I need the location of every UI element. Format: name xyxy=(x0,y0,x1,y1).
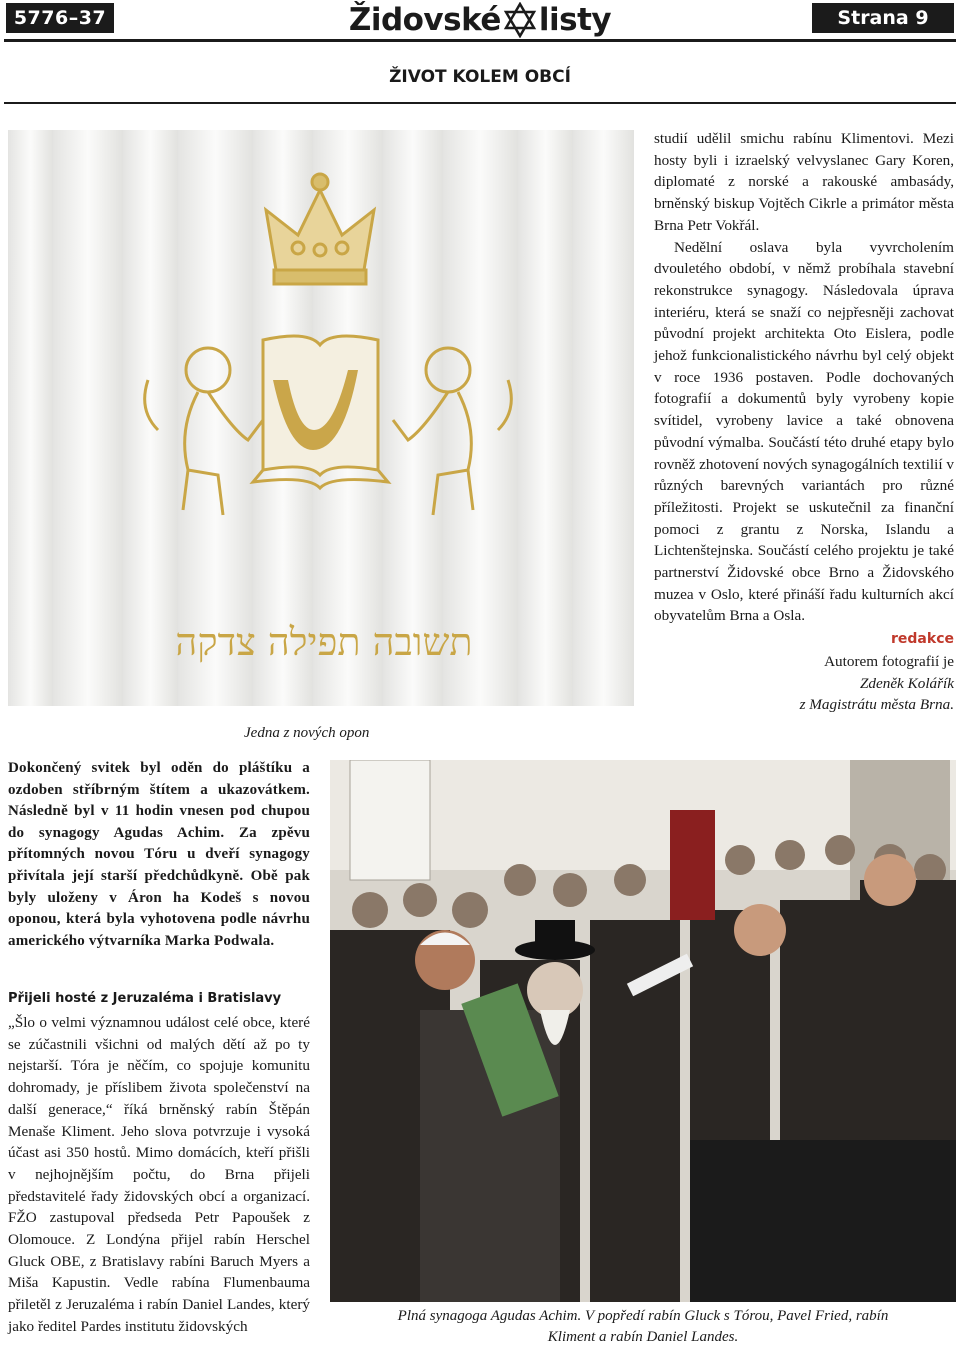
synagogue-caption-line-2: Kliment a rabín Daniel Landes. xyxy=(547,1329,739,1345)
synagogue-caption-line-1: Plná synagoga Agudas Achim. V popředí rabín Gluck s Tórou, Pavel Fried, rabín xyxy=(397,1308,889,1324)
book-shofar-icon xyxy=(253,336,388,488)
credit-line-1: Autorem fotografií je xyxy=(824,652,954,670)
hebrew-inscription: תשובה תפילה צדקה xyxy=(175,620,473,664)
masthead xyxy=(300,0,660,40)
right-paragraph-2: Nedělní oslava byla vyvrcholením dvouletého období, v němž probíhala stavební rekonstrukce synagogy. Následovala úprava interiéru, která se snaží co nejpřesněji zachovat původní projekt architekta Oto Eislera, podle jehož funkcionalistického návrhu byl celý objekt v roce 1936 postaven. Podle dochovaných fotografií a dokumentů byly vyrobeny kopie svítidel, vyrobeny lavice a také obnovena původní výmalba. Součástí této druhé etapy bylo rovněž zhotovení nových synagogálních textilií v různých barevných variantách pro různé příležitosti. Projekt se uskutečnil za finanční pomoci z grantu z Norska, Islandu a Lichtenštejnska. Součástí celého projektu je také partnerství Židovské obce Brno a Židovského muzea v Oslo, které přináší řadu kulturních akcí obyvatelům Brna a Osla. xyxy=(654,238,954,625)
synagogue-illustration xyxy=(330,760,956,1302)
signature: redakce xyxy=(891,631,954,648)
right-paragraph-1: studií udělil smichu rabínu Klimentovi. Mezi hosty byli i izraelský velvyslanec Gary Koren, diplomaté z norské a rakouské ambasády, brněnský biskup Vojtěch Cikrle a primátor města Brna Petr Vokřál. xyxy=(654,130,954,234)
page-number-text: Strana 9 xyxy=(837,7,929,29)
subheading: Přijeli hosté z Jeruzaléma i Bratislavy xyxy=(8,991,282,1006)
curtain-illustration xyxy=(8,130,634,706)
header-rule xyxy=(4,39,956,42)
synagogue-caption xyxy=(330,1306,956,1348)
section-title: ŽIVOT KOLEM OBCÍ xyxy=(389,67,571,87)
masthead-left: Židovské xyxy=(348,2,501,38)
masthead-right: listy xyxy=(538,2,612,38)
body-paragraph: „Šlo o velmi významnou událost celé obce, které se zúčastnili všichni od malých dětí až po ty nejstarší. Tóra je něčím, co spojuje komunitu dohromady, je příslibem života společenství na další generace,“ říká brněnský rabín Štěpán Menaše Kliment. Jeho slova potvrzuje i vysoká účast asi 350 hostů. Mimo domácích, kteří přišli v nejhojnějším počtu, do Brna přijeli představitelé řady židovských obcí a organizací. FŽO zastupoval předseda Petr Papoušek z Olomouce. Z Londýna přijel rabín Herschel Gluck OBE, z Bratislavy rabíni Baruch Myers a Miša Kapustin. Vedle rabína Flumenbauma přiletěl z Jeruzaléma i rabín Daniel Landes, který jako ředitel Pardes institutu židovských xyxy=(8,1014,310,1335)
synagogue-photo xyxy=(330,760,956,1302)
issue-number-text: 5776–37 xyxy=(13,7,107,29)
credit-line-2: Zdeněk Kolářík xyxy=(859,674,954,692)
right-column xyxy=(654,128,954,716)
star-of-david-icon xyxy=(503,2,537,38)
lead-paragraph: Dokončený svitek byl oděn do pláštíku a ozdoben stříbrným štítem a ukazovátkem. Následně byl v 11 hodin vnesen pod chupou do synagogy Agudas Achim. Za zpěvu přítomných novou Tóru u dveří synagogy přivítala její starší předchůdkyně. Obě pak byly uloženy v Áron ha Kodeš s novou oponou, která byla vyhotovena podle návrhu amerického výtvarníka Marka Podwala. xyxy=(8,760,310,949)
section-rule xyxy=(4,102,956,104)
red-torah-mantle xyxy=(670,810,715,920)
issue-number xyxy=(6,3,114,33)
bimah-rail xyxy=(690,1140,956,1302)
page-number xyxy=(812,3,954,33)
curtain-caption: Jedna z nových opon xyxy=(244,725,370,741)
curtain-photo xyxy=(8,130,634,706)
credit-line-3: z Magistrátu města Brna. xyxy=(799,696,954,714)
